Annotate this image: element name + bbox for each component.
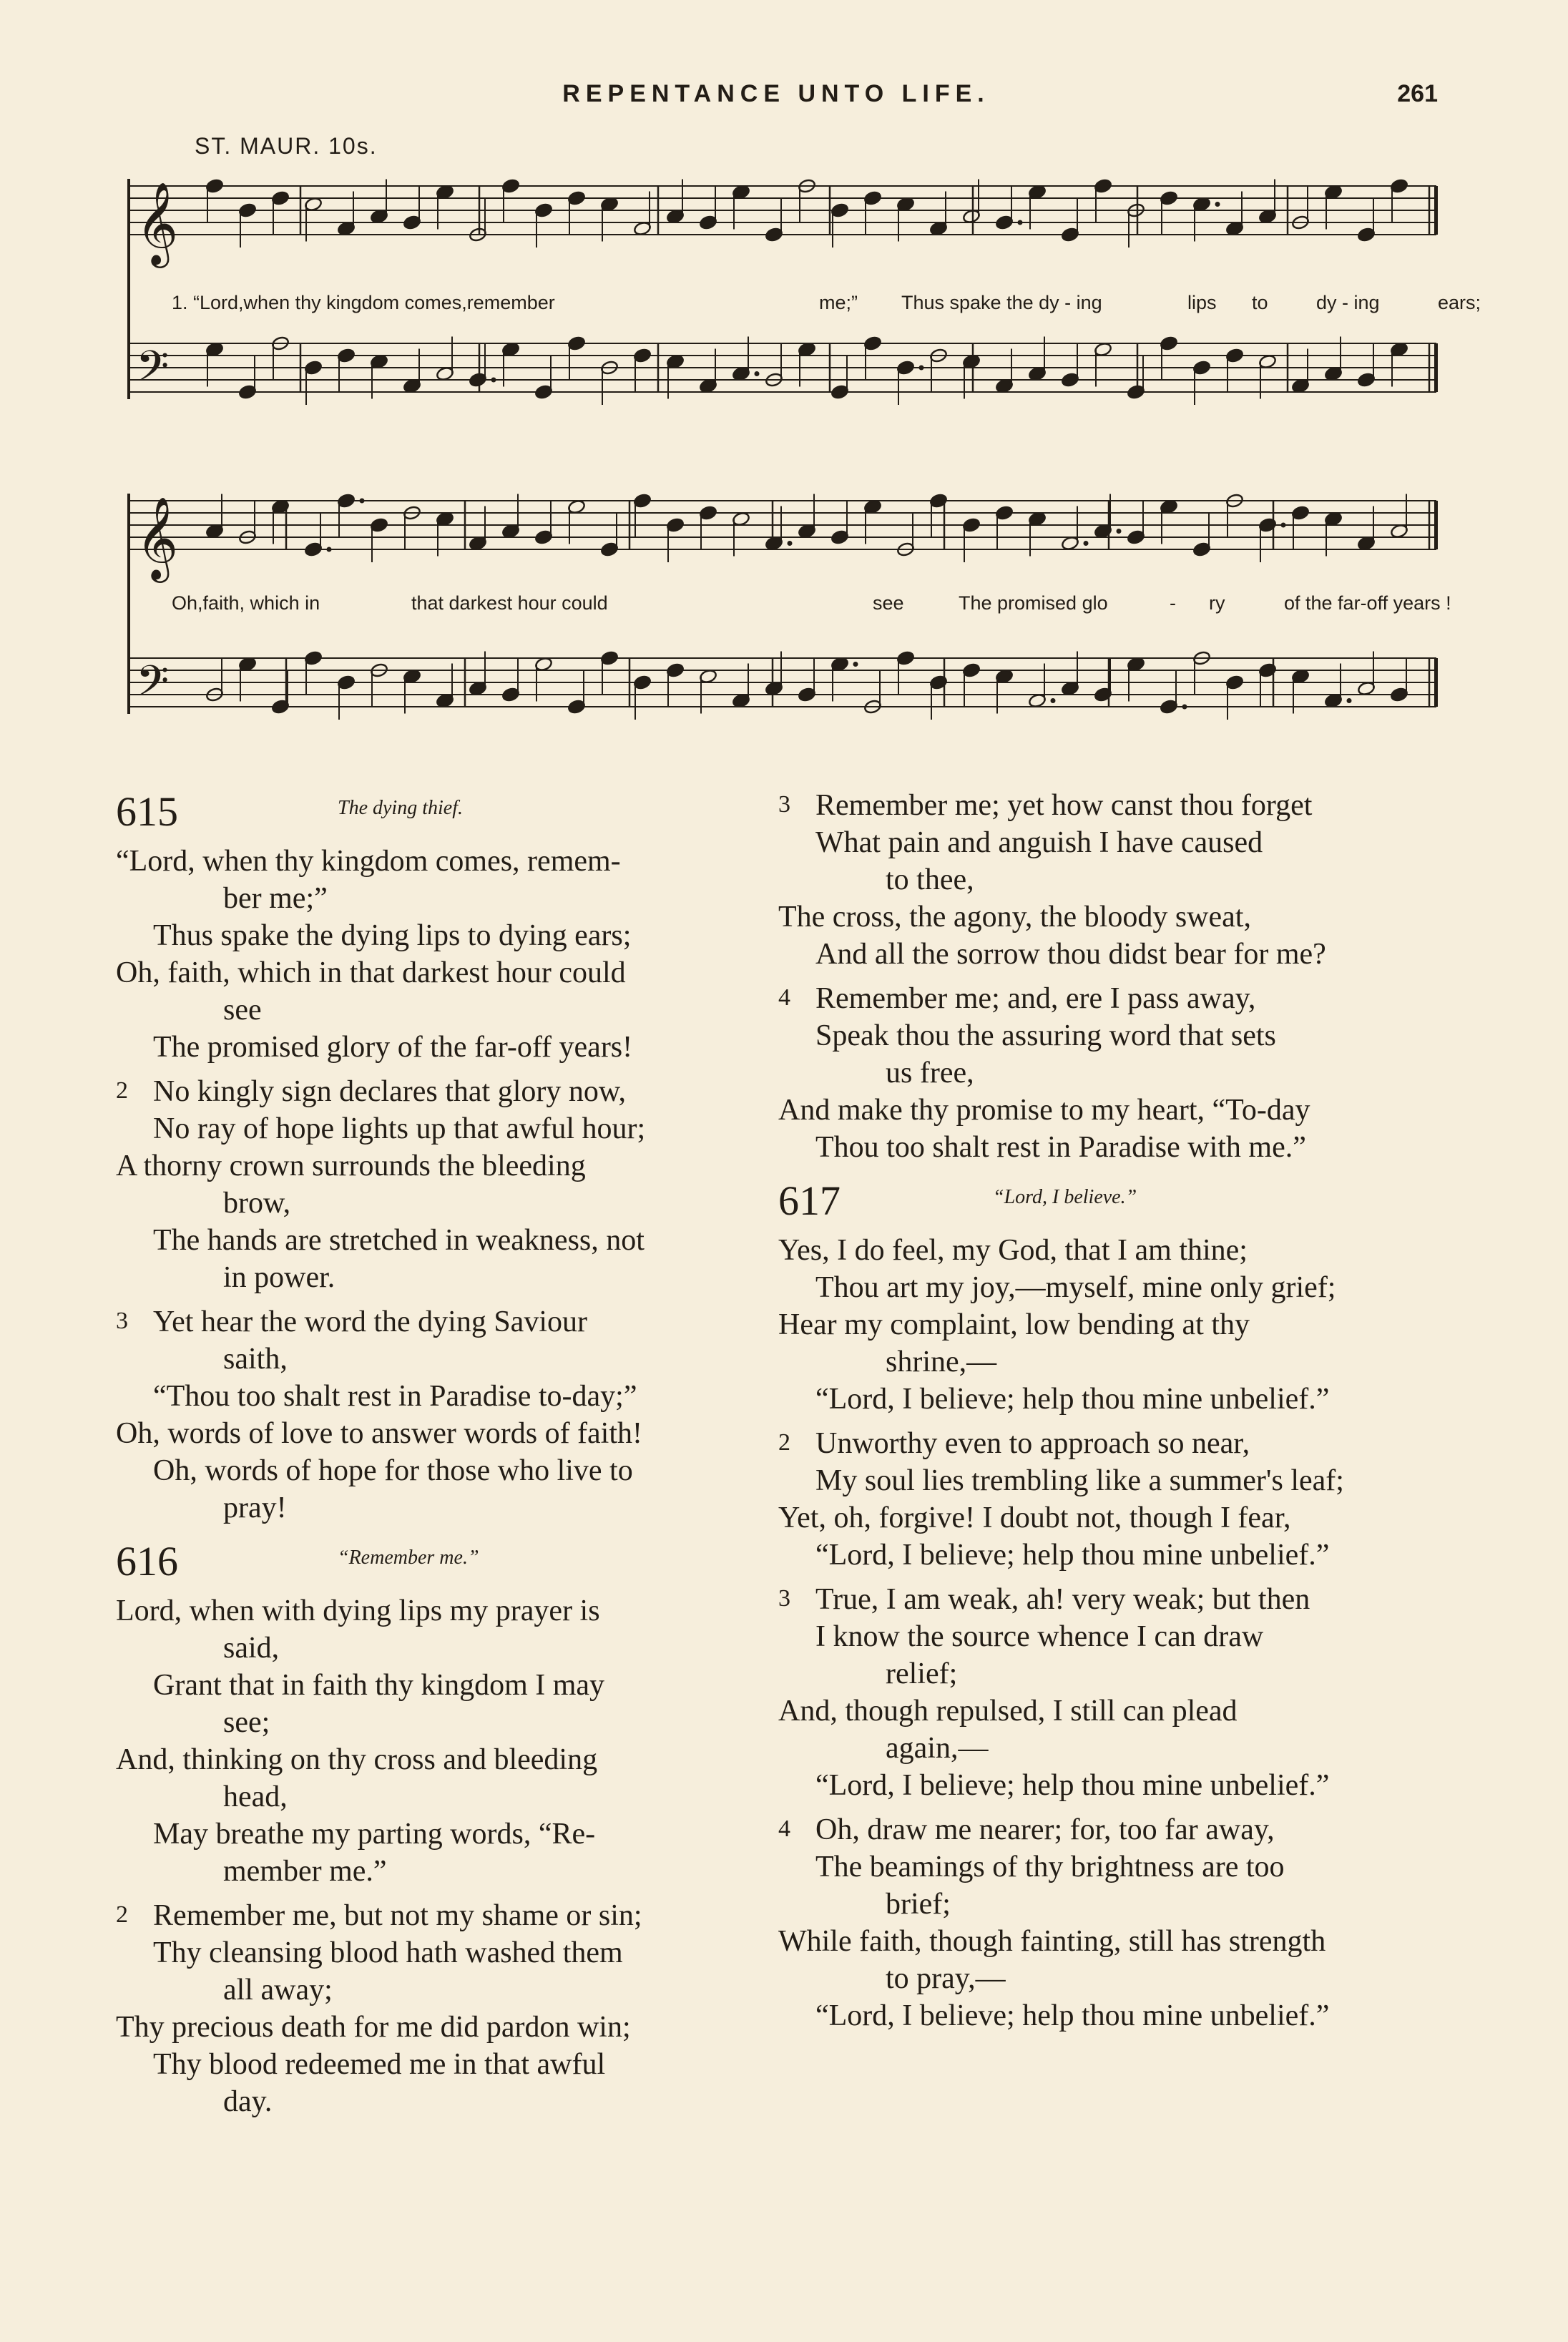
verse-line [116,1778,767,1816]
verse-line [778,1343,1438,1381]
verse-line-text: day. [223,2085,273,2118]
verse-line [778,1129,1438,1166]
treble-clef-icon: 𝄞 [136,181,179,265]
verse-line-text: Remember me, but not my shame or sin; [153,1899,642,1932]
verse-line [778,980,1438,1017]
verse-line [116,954,767,991]
verse-line [778,1306,1438,1343]
hymn-number: 616 [116,1538,178,1584]
treble-clef-icon: 𝄞 [136,496,179,579]
hymn-number: 615 [116,788,178,835]
verse-line-text: Thy blood redeemed me in that awful [153,2048,606,2081]
verse-line [116,1303,767,1341]
bass-clef-icon: 𝄢 [136,341,170,401]
dot [1281,523,1286,528]
stanza-number: 2 [116,1901,128,1928]
lyric-syllable: that darkest hour could [411,592,608,614]
verse-line [778,936,1438,973]
verse-line-text: pray! [223,1491,287,1524]
verse-line [116,1489,767,1527]
dot [755,371,760,376]
verse-line-text: “Lord, I believe; help thou mine unbelief.” [815,1383,1330,1416]
verse-line-text: The beamings of thy brightness are too [815,1851,1285,1883]
verse-line [116,1415,767,1452]
verse-line [778,1811,1438,1848]
dot [1051,698,1056,703]
verse-line [116,1704,767,1741]
verse-line [116,1073,767,1110]
running-header [114,80,1438,116]
verse-line-text: see [223,994,262,1027]
verse-line-text: shrine,— [886,1346,997,1378]
verse-line-text: And make thy promise to my heart, “To-day [778,1094,1310,1127]
verse-line-text: The promised glory of the far-off years! [153,1031,633,1064]
verse-line [778,1017,1438,1054]
verse-line-text: us free, [886,1057,974,1089]
hymn-heading [778,1176,1438,1232]
verse-line-text: to thee, [886,863,974,896]
hymn [116,1537,767,2120]
verse-line [778,1054,1438,1092]
dot [1347,698,1352,703]
verse-line [778,1462,1438,1499]
verse-line [778,1581,1438,1618]
verse-line-text: And all the sorrow thou didst bear for me? [815,938,1326,971]
verse-line [116,1816,767,1853]
verse-line [116,1259,767,1296]
dot [853,662,858,667]
verse-line [116,1147,767,1185]
verse-line [116,1452,767,1489]
dot [1182,705,1187,710]
verse-line [116,1222,767,1259]
verse-line-text: Yet hear the word the dying Saviour [153,1305,587,1338]
dot [919,366,924,371]
stanza [116,1303,767,1527]
stanza [778,1425,1438,1574]
verse-line-text: brow, [223,1187,291,1220]
stanza-number: 4 [778,984,790,1011]
lyric-syllable: see [873,592,904,614]
verse-line-text: Yet, oh, forgive! I doubt not, though I fear, [778,1501,1291,1534]
verse-line-text: saith, [223,1343,288,1376]
verse-line [778,898,1438,936]
verse-line-text: Thou art my joy,—myself, mine only grief; [815,1271,1336,1304]
verse-line [116,1667,767,1704]
stanza [778,1811,1438,2034]
verse-line [778,1499,1438,1537]
hymn [116,787,767,1527]
verse-line-text: And, thinking on thy cross and bleeding [116,1743,598,1776]
verse-line-text: Thy precious death for me did pardon win; [116,2011,631,2044]
verse-line [778,1092,1438,1129]
verse-line [778,787,1438,824]
verse-line [116,2009,767,2046]
stanza-number: 2 [116,1077,128,1104]
verse-line-text: “Lord, I believe; help thou mine unbelief.” [815,1769,1330,1802]
hymn-heading [116,1537,767,1592]
verse-line [778,824,1438,861]
verse-line-text: Hear my complaint, low bending at thy [778,1308,1250,1341]
verse-line-text: No kingly sign declares that glory now, [153,1075,626,1108]
verse-line [778,1381,1438,1418]
verse-line-text: “Lord, when thy kingdom comes, remem- [116,845,621,878]
stanza [778,1581,1438,1804]
verse-line-text: “Lord, I believe; help thou mine unbelief.” [815,1999,1330,2032]
verse-line [778,1692,1438,1730]
stanza-number: 3 [778,1585,790,1612]
verse-line [116,2083,767,2120]
verse-line-text: “Thou too shalt rest in Paradise to-day;” [153,1380,637,1413]
verse-line-text: The hands are stretched in weakness, not [153,1224,645,1257]
verse-line-text: I know the source whence I can draw [815,1620,1264,1653]
lyric-syllable: 1. “Lord,when thy kingdom comes,remember [172,292,555,313]
verse-line [116,880,767,917]
verse-line-text: Oh, draw me nearer; for, too far away, [815,1813,1275,1846]
verse-line-text: relief; [886,1657,958,1690]
verse-line [778,1767,1438,1804]
lyric-syllable: The promised glo [959,592,1108,614]
lyric-syllable: Oh,faith, which in [172,592,320,614]
stanza [116,1592,767,1890]
verse-line-text: said, [223,1632,280,1665]
music-system-2 [107,465,1451,765]
verse-line-text: again,— [886,1732,989,1765]
verse-line-text: No ray of hope lights up that awful hour; [153,1112,646,1145]
verse-line-text: May breathe my parting words, “Re- [153,1818,596,1851]
left-text-column [116,787,767,2130]
verse-line-text: member me.” [223,1855,387,1888]
verse-line-text: brief; [886,1888,951,1921]
bass-clef-icon: 𝄢 [136,656,170,716]
music-system-1 [107,165,1481,444]
lyric-syllable: ry [1209,592,1225,614]
verse-line-text: Yes, I do feel, my God, that I am thine; [778,1234,1248,1267]
verse-line-text: Thou too shalt rest in Paradise with me.” [815,1131,1306,1164]
lyric-syllable: me;” [819,292,858,313]
stanza-number: 4 [778,1816,790,1842]
verse-line [116,1378,767,1415]
dot [491,378,496,383]
verse-line [116,917,767,954]
stanza-number: 3 [778,791,790,818]
verse-line [778,1425,1438,1462]
dot [1084,541,1089,546]
verse-line [778,1960,1438,1997]
dot [1117,529,1122,534]
hymn-subtitle: “Remember me.” [338,1547,479,1569]
dot [788,541,793,546]
verse-line-text: head, [223,1780,288,1813]
verse-line [778,1886,1438,1923]
verse-line-text: ber me;” [223,882,328,915]
verse-line [116,1853,767,1890]
verse-line-text: Oh, words of hope for those who live to [153,1454,633,1487]
stanza [116,843,767,1066]
verse-line [778,1997,1438,2034]
hymn-heading [116,787,767,843]
stanza [778,787,1438,973]
verse-line [778,861,1438,898]
stanza [778,1232,1438,1418]
verse-line-text: Unworthy even to approach so near, [815,1427,1250,1460]
lyric-syllable: to [1252,292,1268,313]
verse-line-text: Thus spake the dying lips to dying ears; [153,919,632,952]
verse-line [778,1730,1438,1767]
lyric-syllable: Thus spake the dy - ing [901,292,1102,313]
lyric-syllable: of the far-off years ! [1284,592,1451,614]
stanza-number: 2 [778,1429,790,1456]
right-text-column [778,787,1438,2044]
verse-line [116,1592,767,1630]
verse-line-text: And, though repulsed, I still can plead [778,1695,1238,1728]
verse-line-text: all away; [223,1974,333,2007]
hymn [778,1176,1438,2034]
verse-line-text: Lord, when with dying lips my prayer is [116,1594,600,1627]
section-title: REPENTANCE UNTO LIFE. [562,80,990,107]
verse-line [116,991,767,1029]
verse-line-text: Thy cleansing blood hath washed them [153,1936,623,1969]
lyric-syllable: - [1170,592,1176,614]
verse-line [778,1923,1438,1960]
verse-line-text: Oh, faith, which in that darkest hour could [116,956,626,989]
verse-line-text: Remember me; yet how canst thou forget [815,789,1313,822]
verse-line-text: What pain and anguish I have caused [815,826,1263,859]
tune-name: ST. MAUR. 10s. [195,133,378,159]
verse-line [116,1971,767,2009]
verse-line-text: Grant that in faith thy kingdom I may [153,1669,605,1702]
verse-line [778,1848,1438,1886]
verse-line [778,1655,1438,1692]
verse-line-text: While faith, though fainting, still has strength [778,1925,1326,1958]
stanza-number: 3 [116,1308,128,1334]
verse-line [116,1741,767,1778]
verse-line [116,1630,767,1667]
verse-line [116,2046,767,2083]
verse-line [116,1185,767,1222]
hymn-subtitle: The dying thief. [338,797,463,819]
dot [1215,202,1220,207]
dot [327,547,332,552]
verse-line-text: The cross, the agony, the bloody sweat, [778,901,1251,934]
verse-line [116,1897,767,1934]
lyric-syllable: dy - ing [1316,292,1380,313]
verse-line [778,1618,1438,1655]
verse-line-text: in power. [223,1261,335,1294]
lyric-syllable: ears; [1438,292,1481,313]
verse-line-text: Oh, words of love to answer words of faith! [116,1417,643,1450]
dot [360,499,365,504]
hymn-subtitle: “Lord, I believe.” [993,1186,1137,1208]
verse-line-text: True, I am weak, ah! very weak; but then [815,1583,1310,1616]
verse-line [116,1341,767,1378]
stanza [116,1897,767,2120]
hymn-number: 617 [778,1177,841,1224]
verse-line-text: see; [223,1706,270,1739]
verse-line [116,1934,767,1971]
verse-line [778,1232,1438,1269]
verse-line [116,1029,767,1066]
verse-line-text: to pray,— [886,1962,1006,1995]
verse-line [778,1269,1438,1306]
hymn [778,787,1438,1166]
stanza [116,1073,767,1296]
verse-line [116,843,767,880]
stanza [778,980,1438,1166]
verse-line-text: Speak thou the assuring word that sets [815,1019,1276,1052]
verse-line [778,1537,1438,1574]
verse-line-text: A thorny crown surrounds the bleeding [116,1150,586,1182]
page-number: 261 [1397,80,1438,107]
dot [1018,220,1023,225]
verse-line [116,1110,767,1147]
lyric-syllable: lips [1187,292,1217,313]
verse-line-text: My soul lies trembling like a summer's leaf; [815,1464,1344,1497]
music-lyrics-line-2 [172,592,1451,617]
verse-line-text: Remember me; and, ere I pass away, [815,982,1256,1015]
music-lyrics-line-1 [172,292,1481,316]
verse-line-text: “Lord, I believe; help thou mine unbelief.” [815,1539,1330,1572]
